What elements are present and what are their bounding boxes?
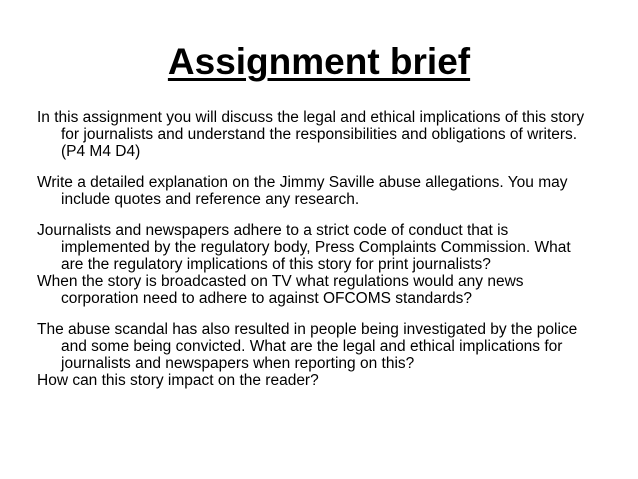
- paragraph-gap: [37, 307, 617, 321]
- paragraph-broadcast-regulation: [37, 273, 617, 307]
- paragraph-print-regulation: [37, 222, 617, 273]
- paragraph-gap: [37, 160, 617, 174]
- paragraph-line: When the story is broadcasted on TV what regulations would any news: [37, 273, 524, 290]
- paragraph-gap: [37, 208, 617, 222]
- paragraph-reader-impact: [37, 372, 617, 389]
- paragraph-line: journalists and newspapers when reporting on this?: [61, 355, 415, 372]
- slide-body: [37, 109, 617, 389]
- paragraph-line: are the regulatory implications of this story for print journalists?: [61, 256, 491, 273]
- paragraph-line: How can this story impact on the reader?: [37, 372, 319, 389]
- paragraph-line: include quotes and reference any research.: [61, 191, 360, 208]
- paragraph-explanation-task: [37, 174, 617, 208]
- paragraph-line: The abuse scandal has also resulted in people being investigated by the police: [37, 321, 578, 338]
- paragraph-line: corporation need to adhere to against OFCOMS standards?: [61, 290, 472, 307]
- paragraph-line: (P4 M4 D4): [61, 143, 141, 160]
- paragraph-assignment-intro: [37, 109, 617, 160]
- paragraph-line: for journalists and understand the responsibilities and obligations of writers.: [61, 126, 578, 143]
- paragraph-line: and some being convicted. What are the legal and ethical implications for: [61, 338, 563, 355]
- paragraph-line: Journalists and newspapers adhere to a strict code of conduct that is: [37, 222, 509, 239]
- paragraph-legal-ethical: [37, 321, 617, 372]
- paragraph-line: Write a detailed explanation on the Jimmy Saville abuse allegations. You may: [37, 174, 568, 191]
- paragraph-line: implemented by the regulatory body, Press Complaints Commission. What: [61, 239, 571, 256]
- slide-title: Assignment brief: [167, 41, 471, 82]
- paragraph-line: In this assignment you will discuss the legal and ethical implications of this story: [37, 109, 585, 126]
